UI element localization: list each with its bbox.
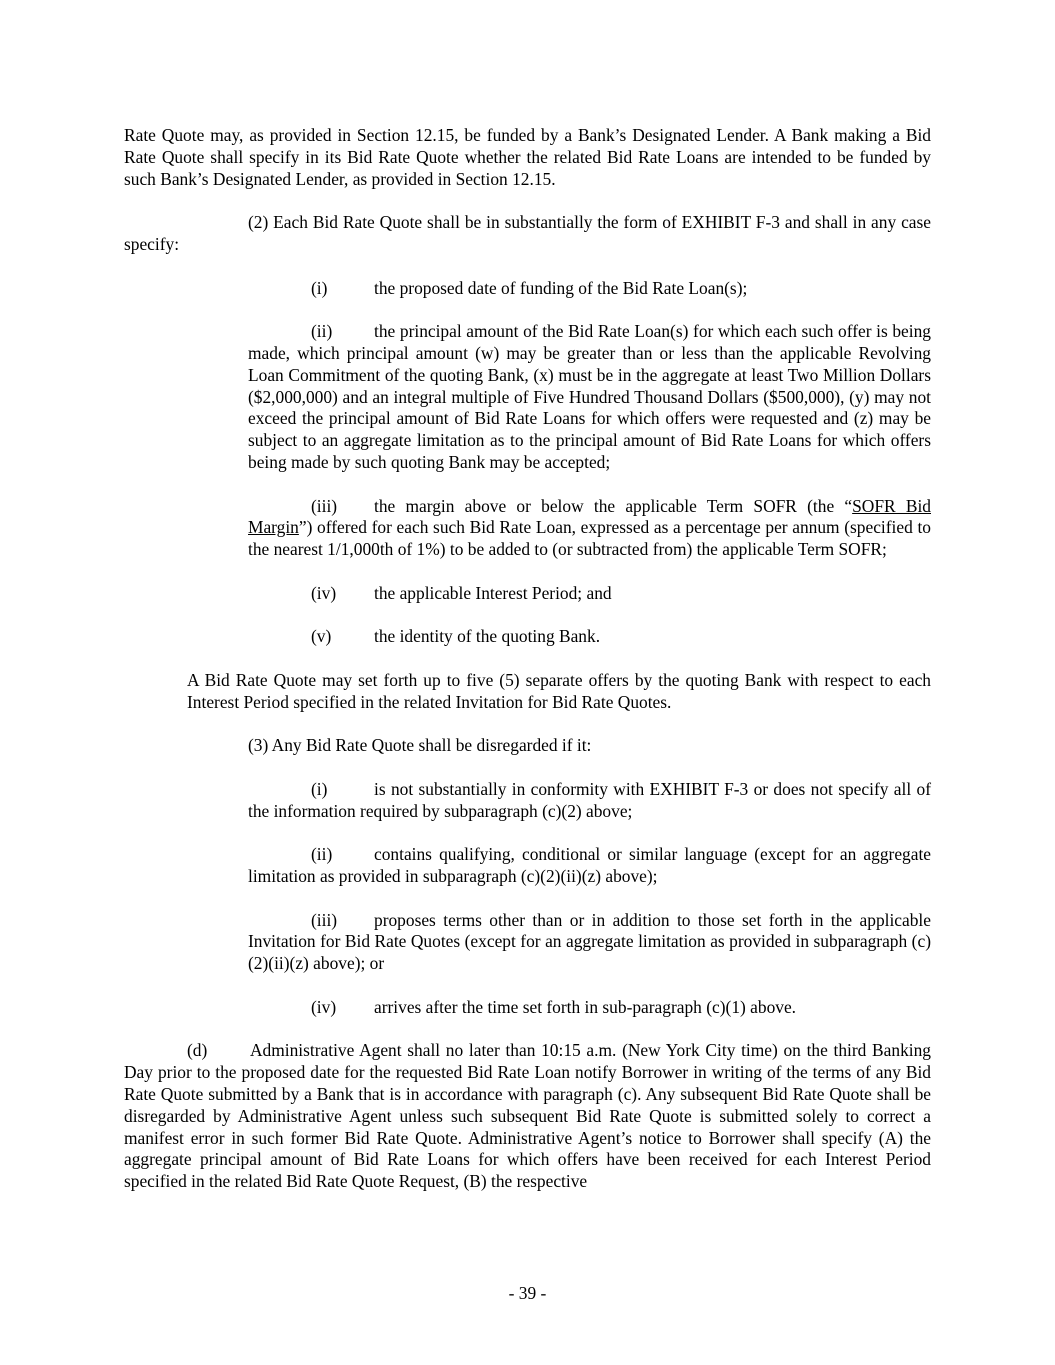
item-number: (ii) (311, 321, 333, 342)
list-item (248, 844, 931, 888)
item-number: (iii) (311, 495, 338, 516)
list-item (311, 583, 931, 605)
page-number: - 39 - (508, 1283, 547, 1303)
item-text: the proposed date of funding of the Bid Rate Loan(s); (374, 277, 748, 298)
item-number: (i) (311, 778, 328, 799)
item-text-before: the margin above or below the applicable Term SOFR (the “ (374, 495, 853, 516)
item-text: contains qualifying, conditional or similar language (except for an aggregate limitation as provided in subparagraph (c)(2)(ii)(z) above); (248, 844, 931, 887)
item-text-after: ”) offered for each such Bid Rate Loan, expressed as a percentage per annum (specified to the nearest 1/1,000th of 1%) to be added to (or subtracted from) the applicable Term SOFR; (248, 517, 931, 560)
list-item (248, 321, 931, 474)
item-number: (v) (311, 626, 332, 647)
item-number: (i) (311, 277, 328, 298)
document-page (124, 125, 931, 1193)
list-item (311, 997, 931, 1019)
paragraph-d (124, 1040, 931, 1193)
list-item (248, 910, 931, 975)
item-number: (ii) (311, 844, 333, 865)
item-text: arrives after the time set forth in sub-paragraph (c)(1) above. (374, 996, 797, 1017)
item-number: (iv) (311, 582, 337, 603)
paragraph-2-intro: (2) Each Bid Rate Quote shall be in substantially the form of EXHIBIT F-3 and shall in any case specify: (124, 212, 931, 254)
item-text: the principal amount of the Bid Rate Loan(s) for which each such offer is being made, which principal amount (w) may be greater than or less than the applicable Revolving Loan Commitment of the quoting Bank, (x) must be in the aggregate at least Two Million Dollars ($2,000,000) and an integral multiple of Five Hundred Thousand Dollars ($500,000), (y) may not exceed the principal amount of Bid Rate Loans for which offers were requested and (z) may be subject to an aggregate limitation as to the principal amount of Bid Rate Loans for which offers being made by such quoting Bank may be accepted; (248, 321, 931, 472)
list-item (248, 779, 931, 823)
item-text: proposes terms other than or in addition to those set forth in the applicable Invitation for Bid Rate Quotes (except for an aggregate limitation as provided in subparagraph (c)(2)(ii)(z) above); or (248, 909, 931, 974)
list-item (311, 626, 931, 648)
five-offers-paragraph: A Bid Rate Quote may set forth up to five (5) separate offers by the quoting Bank with respect to each Interest Period specified in the related Invitation for Bid Rate Quotes. (187, 669, 931, 712)
item-number: (iii) (311, 909, 338, 930)
list-item (248, 496, 931, 561)
item-text: is not substantially in conformity with EXHIBIT F-3 or does not specify all of the information required by subparagraph (c)(2) above; (248, 778, 931, 821)
item-text: the identity of the quoting Bank. (374, 626, 601, 647)
intro-paragraph: Rate Quote may, as provided in Section 12.15, be funded by a Bank’s Designated Lender. A Bank making a Bid Rate Quote shall specify in its Bid Rate Quote whether the related Bid Rate Loans are intended to be funded by such Bank’s Designated Lender, as provided in Section 12.15. (124, 125, 931, 189)
list-item (311, 278, 931, 300)
item-text: the applicable Interest Period; and (374, 582, 612, 603)
paragraph-d-number: (d) (187, 1040, 208, 1061)
defined-term: SOFR Bid Margin (248, 495, 931, 538)
item-number: (iv) (311, 996, 337, 1017)
paragraph-d-text: Administrative Agent shall no later than 10:15 a.m. (New York City time) on the third Banking Day prior to the proposed date for the requested Bid Rate Loan notify Borrower in writing of the terms of any Bid Rate Quote submitted by a Bank that is in accordance with paragraph (c). Any subsequent Bid Rate Quote shall be disregarded by Administrative Agent unless such subsequent Bid Rate Quote is submitted solely to correct a manifest error in such former Bid Rate Quote. Administrative Agent’s notice to Borrower shall specify (A) the aggregate principal amount of Bid Rate Loans for which offers have been received for each Interest Period specified in the related Bid Rate Quote Request, (B) the respective (124, 1040, 931, 1192)
paragraph-3-intro: (3) Any Bid Rate Quote shall be disregarded if it: (248, 735, 592, 756)
